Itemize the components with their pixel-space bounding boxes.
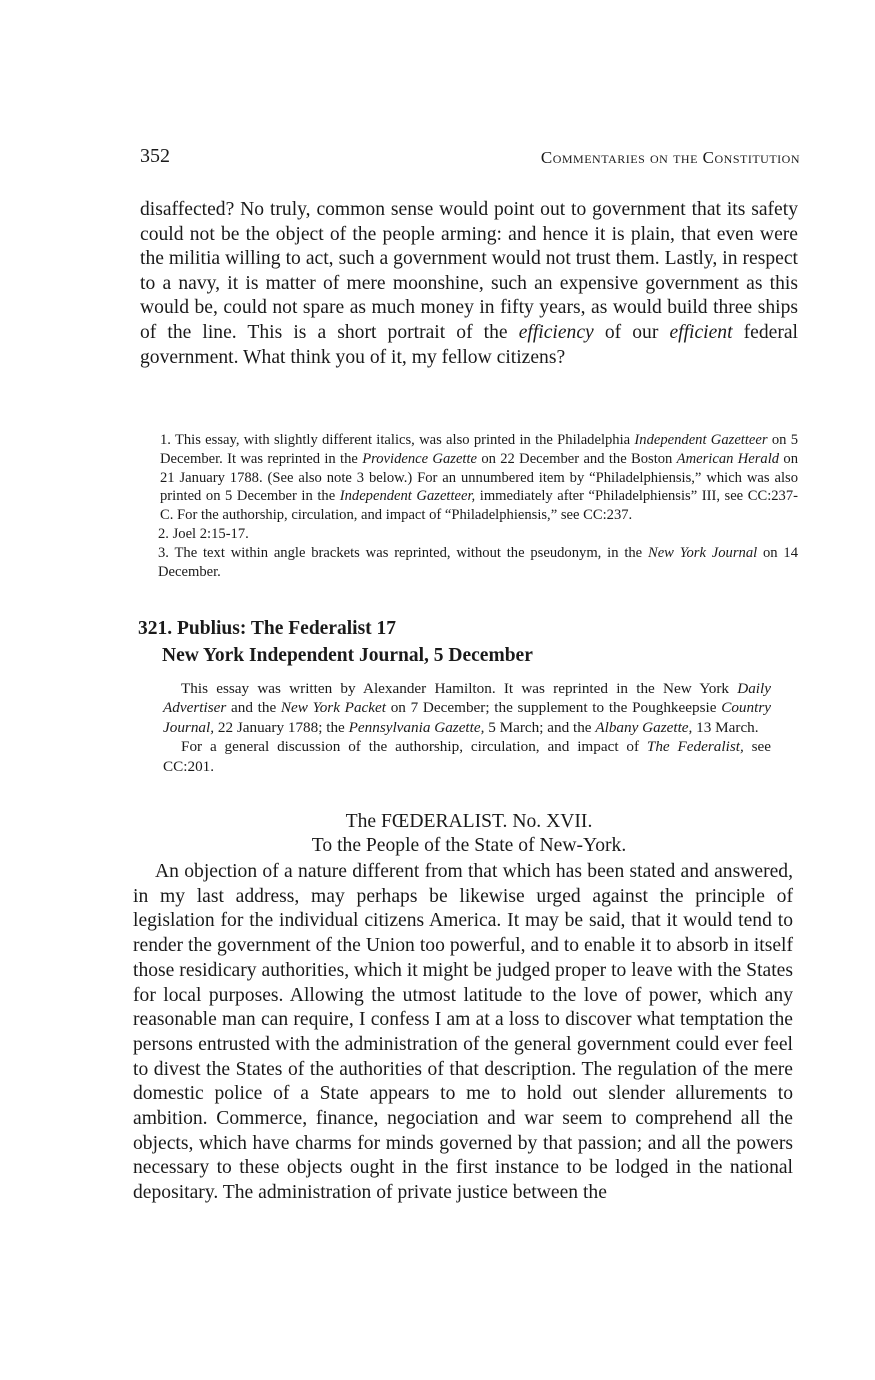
note-3: 3. The text within angle brackets was reprinted, without the pseudonym, in the New York Journal on 14 December. <box>158 544 799 580</box>
document-heading <box>138 615 798 669</box>
document-title: 321. Publius: The Federalist 17 <box>138 618 397 639</box>
essay-address: To the People of the State of New-York. <box>311 835 627 856</box>
note-2: 2. Joel 2:15-17. <box>158 525 249 542</box>
continued-paragraph: disaffected? No truly, common sense would point out to government that its safety could not be the object of the people arming: and hence it is plain, that even were the militia willing to act, such a government would not trust them. Lastly, in respect to a navy, it is matter of mere moonshine, such an expensive government as this would be, could not spare as much money in fifty years, as would build three ships of the line. This is a short portrait of the efficiency of our efficient federal government. What think you of it, my fellow citizens? <box>140 199 799 368</box>
headnote <box>163 679 771 776</box>
running-head <box>140 145 800 175</box>
headnote-paragraph: For a general discussion of the authorship, circulation, and impact of The Federalist, see CC:201. <box>163 738 771 775</box>
headnote-paragraph: This essay was written by Alexander Hamilton. It was reprinted in the New York Daily Advertiser and the New York Packet on 7 December; the supplement to the Poughkeepsie Country Journal, 22 January 1788; the Pennsylvania Gazette, 5 March; and the Albany Gazette, 13 March. <box>163 680 771 736</box>
endnotes <box>158 431 798 581</box>
document-source: New York Independent Journal, 5 December <box>162 645 533 666</box>
emphasis-efficiency: efficiency <box>518 321 594 343</box>
essay-paragraph: An objection of a nature different from that which has been stated and answered, in my last address, may perhaps be likewise urged against the principle of legislation for the individual citizens America. It may be said, that it would tend to render the government of the Union too powerful, and to enable it to absorb in itself those residicary authorities, which it might be judged proper to leave with the States for local purposes. Allowing the utmost latitude to the love of power, which any reasonable man can require, I confess I am at a loss to discover what temptation the persons entrusted with the administration of the general government could ever feel to divest the States of the authorities of that description. The regulation of the mere domestic police of a State appears to me to hold out slender allurements to ambition. Commerce, finance, negociation and war seem to comprehend all the objects, which have charms for minds governed by that passion; and all the powers necessary to these objects ought in the first instance to be lodged in the national depositary. The administration of private justice between the <box>133 861 793 1204</box>
essay-title: The FŒDERALIST. No. XVII. <box>345 811 593 832</box>
note-1: 1. This essay, with slightly different italics, was also printed in the Philadelphia Independent Gazetteer on 5 December. It was reprinted in the Providence Gazette on 22 December and the Boston American Herald on 21 January 1788. (See also note 3 below.) For an unnumbered item by “Philadelphiensis,” which was also printed on 5 December in the Independent Gazetteer, immediately after “Philadelphiensis” III, see CC:237-C. For the authorship, circulation, and impact of “Philadelphiensis,” see CC:237. <box>160 432 798 524</box>
emphasis-efficient: efficient <box>669 321 733 343</box>
page-number: 352 <box>140 145 170 167</box>
running-title: Commentaries on the Constitution <box>540 148 800 167</box>
